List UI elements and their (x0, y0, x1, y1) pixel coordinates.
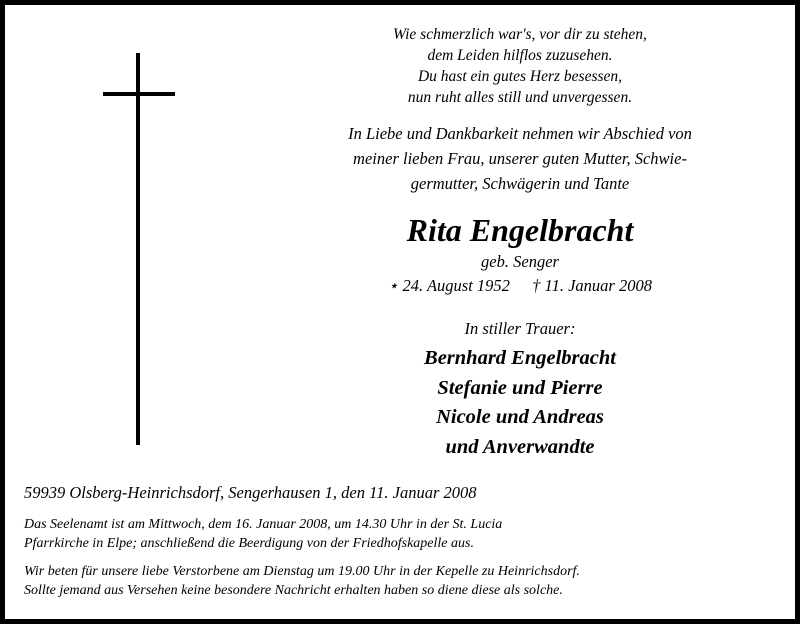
prayer-info-line: Sollte jemand aus Versehen keine besondere Nachricht erhalten haben so diene diese als solche. (24, 583, 563, 598)
service-info (24, 515, 502, 553)
mourning-label: In stiller Trauer: (464, 319, 576, 338)
cross-horizontal-bar (103, 92, 175, 96)
life-dates (295, 275, 745, 297)
poem-line: dem Leiden hilflos zuzusehen. (427, 47, 613, 64)
prayer-info-line: Wir beten für unsere liebe Verstorbene am Dienstag um 19.00 Uhr in der Kepelle zu Heinrichsdorf. (24, 564, 580, 579)
intro-line: meiner lieben Frau, unserer guten Mutter, Schwie- (353, 149, 687, 168)
intro-line: In Liebe und Dankbarkeit nehmen wir Abschied von (348, 124, 692, 143)
mourners-list (295, 344, 745, 462)
cross-vertical-bar (136, 53, 140, 445)
prayer-info (24, 562, 580, 600)
poem-line: Du hast ein gutes Herz besessen, (417, 68, 623, 85)
maiden-name: geb. Senger (481, 252, 559, 271)
death-dagger-icon: † (532, 276, 541, 295)
poem-line: Wie schmerzlich war's, vor dir zu stehen, (393, 26, 647, 43)
intro-line: germutter, Schwägerin und Tante (410, 174, 630, 193)
mourner-name: Nicole und Andreas (436, 406, 604, 428)
address-line: 59939 Olsberg-Heinrichsdorf, Sengerhausen 1, den 11. Januar 2008 (24, 483, 477, 502)
mourner-name: Stefanie und Pierre (437, 376, 603, 399)
deceased-name: Rita Engelbracht (406, 212, 634, 248)
mourner-name: Bernhard Engelbracht (424, 347, 616, 369)
poem (295, 24, 745, 108)
poem-line: nun ruht alles still und unvergessen. (407, 89, 633, 106)
birth-date: 24. August 1952 (402, 276, 510, 295)
service-info-line: Pfarrkirche in Elpe; anschließend die Beerdigung von der Friedhofskapelle aus. (24, 536, 474, 551)
service-info-line: Das Seelenamt ist am Mittwoch, dem 16. Januar 2008, um 14.30 Uhr in der St. Lucia (24, 517, 503, 532)
death-date: 11. Januar 2008 (544, 276, 652, 295)
birth-star-icon: ⋆ (388, 276, 399, 295)
farewell-intro (295, 121, 745, 196)
mourner-name: und Anverwandte (445, 435, 595, 458)
